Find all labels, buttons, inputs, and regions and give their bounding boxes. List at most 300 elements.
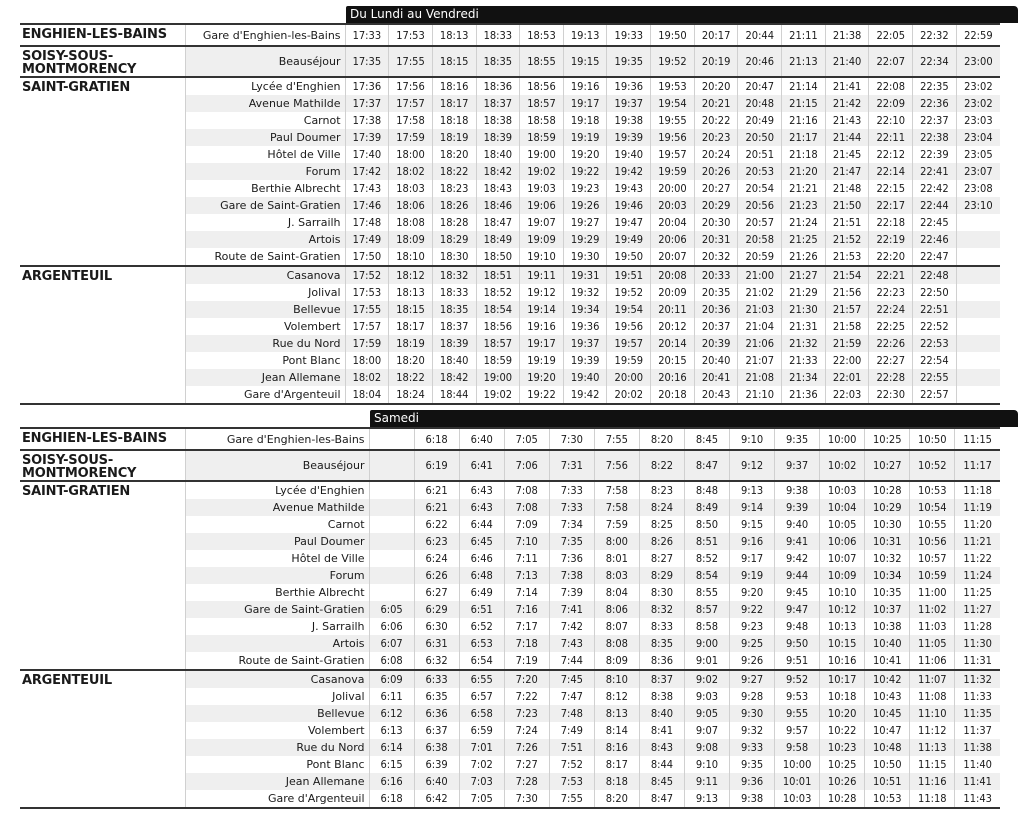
departure-time: 19:53 xyxy=(651,77,695,95)
departure-time: 11:07 xyxy=(910,670,955,688)
departure-time: 18:22 xyxy=(432,163,476,180)
departure-time: 21:34 xyxy=(782,369,826,386)
departure-time: 10:56 xyxy=(910,533,955,550)
departure-time: 19:50 xyxy=(607,248,651,266)
departure-time: 18:53 xyxy=(520,24,564,46)
departure-time: 18:44 xyxy=(432,386,476,404)
departure-time: 21:21 xyxy=(782,180,826,197)
departure-time: 9:20 xyxy=(730,584,775,601)
departure-time: 18:00 xyxy=(345,352,389,369)
departure-time: 11:20 xyxy=(955,516,1000,533)
departure-time: 18:15 xyxy=(432,46,476,77)
stop-name: Volembert xyxy=(185,318,345,335)
stop-name: Avenue Mathilde xyxy=(185,499,369,516)
stop-name: Artois xyxy=(185,635,369,652)
departure-time: 7:30 xyxy=(504,790,549,808)
departure-time: 10:38 xyxy=(865,618,910,635)
departure-time: 9:47 xyxy=(775,601,820,618)
departure-time: 7:39 xyxy=(549,584,594,601)
stop-name: Beauséjour xyxy=(185,46,345,77)
stop-row xyxy=(20,428,1000,450)
departure-time: 8:18 xyxy=(594,773,639,790)
departure-time: 10:22 xyxy=(820,722,865,739)
departure-time: 22:01 xyxy=(825,369,869,386)
stop-name: Casanova xyxy=(185,670,369,688)
departure-time: 8:20 xyxy=(639,428,684,450)
departure-time: 6:49 xyxy=(459,584,504,601)
departure-time: 22:26 xyxy=(869,335,913,352)
departure-time: 11:08 xyxy=(910,688,955,705)
stop-name: Jolival xyxy=(185,284,345,301)
departure-time: 22:21 xyxy=(869,266,913,284)
departure-time: 8:33 xyxy=(639,618,684,635)
departure-time: 19:38 xyxy=(607,112,651,129)
departure-time: 9:10 xyxy=(684,756,729,773)
departure-time: 17:53 xyxy=(389,24,433,46)
departure-time: 20:47 xyxy=(738,77,782,95)
departure-time: 10:47 xyxy=(865,722,910,739)
departure-time: 21:07 xyxy=(738,352,782,369)
departure-time: 22:44 xyxy=(913,197,957,214)
departure-time: 20:46 xyxy=(738,46,782,77)
departure-time: 7:16 xyxy=(504,601,549,618)
departure-time: 20:44 xyxy=(738,24,782,46)
stop-name: Jean Allemane xyxy=(185,369,345,386)
departure-time: 22:09 xyxy=(869,95,913,112)
departure-time: 6:16 xyxy=(369,773,414,790)
departure-time: 7:09 xyxy=(504,516,549,533)
departure-time: 6:44 xyxy=(459,516,504,533)
departure-time: 10:07 xyxy=(820,550,865,567)
departure-time: 19:54 xyxy=(651,95,695,112)
departure-time: 19:27 xyxy=(563,214,607,231)
departure-time: 18:06 xyxy=(389,197,433,214)
departure-time: 18:19 xyxy=(389,335,433,352)
stop-name: Gare d'Enghien-les-Bains xyxy=(185,24,345,46)
departure-time: 10:53 xyxy=(865,790,910,808)
departure-time: 18:30 xyxy=(432,248,476,266)
departure-time: 19:10 xyxy=(520,248,564,266)
departure-time: 22:08 xyxy=(869,77,913,95)
departure-time: 8:04 xyxy=(594,584,639,601)
departure-time: 8:43 xyxy=(639,739,684,756)
departure-time: 6:43 xyxy=(459,481,504,499)
departure-time: 22:42 xyxy=(913,180,957,197)
departure-time: 7:03 xyxy=(459,773,504,790)
departure-time: 20:00 xyxy=(607,369,651,386)
departure-time: 18:42 xyxy=(476,163,520,180)
departure-time: 20:35 xyxy=(694,284,738,301)
town-name: SOISY-SOUS-MONTMORENCY xyxy=(22,453,137,481)
departure-time: 21:11 xyxy=(782,24,826,46)
departure-time: 9:00 xyxy=(684,635,729,652)
departure-time: 19:00 xyxy=(520,146,564,163)
departure-time: 6:21 xyxy=(414,499,459,516)
departure-time: 7:45 xyxy=(549,670,594,688)
departure-time: 17:35 xyxy=(345,46,389,77)
departure-time: 6:29 xyxy=(414,601,459,618)
departure-time: 20:00 xyxy=(651,180,695,197)
departure-time: 9:53 xyxy=(775,688,820,705)
departure-time: 8:23 xyxy=(639,481,684,499)
departure-time: 18:51 xyxy=(476,266,520,284)
departure-time: 10:16 xyxy=(820,652,865,670)
departure-time xyxy=(369,533,414,550)
departure-time: 22:52 xyxy=(913,318,957,335)
departure-time: 18:20 xyxy=(432,146,476,163)
departure-time: 7:35 xyxy=(549,533,594,550)
departure-time: 21:47 xyxy=(825,163,869,180)
departure-time: 21:26 xyxy=(782,248,826,266)
departure-time: 19:14 xyxy=(520,301,564,318)
departure-time: 22:34 xyxy=(913,46,957,77)
departure-time: 8:55 xyxy=(684,584,729,601)
departure-time: 19:37 xyxy=(607,95,651,112)
departure-time: 20:59 xyxy=(738,248,782,266)
departure-time: 19:36 xyxy=(563,318,607,335)
departure-time: 8:01 xyxy=(594,550,639,567)
departure-time: 9:07 xyxy=(684,722,729,739)
departure-time: 9:55 xyxy=(775,705,820,722)
departure-time: 18:17 xyxy=(432,95,476,112)
stop-name: Bellevue xyxy=(185,301,345,318)
departure-time: 7:13 xyxy=(504,567,549,584)
departure-time: 18:18 xyxy=(432,112,476,129)
departure-time: 21:52 xyxy=(825,231,869,248)
departure-time xyxy=(369,481,414,499)
departure-time: 21:48 xyxy=(825,180,869,197)
town-group xyxy=(20,481,1000,670)
departure-time: 10:05 xyxy=(820,516,865,533)
departure-time: 10:32 xyxy=(865,550,910,567)
departure-time: 11:17 xyxy=(955,450,1000,481)
departure-time: 18:35 xyxy=(432,301,476,318)
departure-time: 17:49 xyxy=(345,231,389,248)
departure-time: 19:12 xyxy=(520,284,564,301)
departure-time: 20:50 xyxy=(738,129,782,146)
departure-time: 22:19 xyxy=(869,231,913,248)
departure-time: 20:40 xyxy=(694,352,738,369)
departure-time: 7:53 xyxy=(549,773,594,790)
departure-time: 19:00 xyxy=(476,369,520,386)
departure-time: 20:22 xyxy=(694,112,738,129)
departure-time: 7:27 xyxy=(504,756,549,773)
departure-time: 7:10 xyxy=(504,533,549,550)
departure-time: 22:27 xyxy=(869,352,913,369)
departure-time: 21:20 xyxy=(782,163,826,180)
departure-time: 8:00 xyxy=(594,533,639,550)
departure-time: 11:40 xyxy=(955,756,1000,773)
departure-time: 22:12 xyxy=(869,146,913,163)
departure-time: 19:32 xyxy=(563,284,607,301)
departure-time: 10:03 xyxy=(820,481,865,499)
departure-time: 21:14 xyxy=(782,77,826,95)
departure-time: 9:38 xyxy=(730,790,775,808)
departure-time: 7:55 xyxy=(594,428,639,450)
departure-time: 8:51 xyxy=(684,533,729,550)
departure-time: 18:17 xyxy=(389,318,433,335)
departure-time: 19:07 xyxy=(520,214,564,231)
departure-time: 11:18 xyxy=(955,481,1000,499)
departure-time: 10:04 xyxy=(820,499,865,516)
departure-time: 10:25 xyxy=(865,428,910,450)
departure-time: 19:47 xyxy=(607,214,651,231)
stop-name: Gare d'Argenteuil xyxy=(185,790,369,808)
departure-time: 9:25 xyxy=(730,635,775,652)
departure-time: 7:26 xyxy=(504,739,549,756)
departure-time xyxy=(369,567,414,584)
stop-row xyxy=(20,46,1000,77)
departure-time: 8:16 xyxy=(594,739,639,756)
departure-time: 9:05 xyxy=(684,705,729,722)
departure-time: 19:22 xyxy=(520,386,564,404)
departure-time: 7:23 xyxy=(504,705,549,722)
departure-time: 7:58 xyxy=(594,499,639,516)
departure-time: 18:22 xyxy=(389,369,433,386)
departure-time: 23:05 xyxy=(956,146,1000,163)
departure-time: 19:36 xyxy=(607,77,651,95)
departure-time: 7:05 xyxy=(459,790,504,808)
departure-time: 21:36 xyxy=(782,386,826,404)
stop-name: Forum xyxy=(185,567,369,584)
departure-time: 18:59 xyxy=(520,129,564,146)
weekday-header xyxy=(20,6,1018,23)
departure-time: 18:50 xyxy=(476,248,520,266)
departure-time: 9:50 xyxy=(775,635,820,652)
stop-name: Route de Saint-Gratien xyxy=(185,652,369,670)
departure-time: 11:15 xyxy=(910,756,955,773)
departure-time: 17:43 xyxy=(345,180,389,197)
departure-time: 8:06 xyxy=(594,601,639,618)
departure-time: 8:44 xyxy=(639,756,684,773)
departure-time: 18:43 xyxy=(476,180,520,197)
town-group xyxy=(20,450,1000,481)
departure-time: 10:34 xyxy=(865,567,910,584)
departure-time: 21:24 xyxy=(782,214,826,231)
departure-time: 8:30 xyxy=(639,584,684,601)
departure-time: 18:19 xyxy=(432,129,476,146)
departure-time: 19:02 xyxy=(476,386,520,404)
departure-time: 20:03 xyxy=(651,197,695,214)
departure-time: 6:52 xyxy=(459,618,504,635)
departure-time: 6:12 xyxy=(369,705,414,722)
departure-time xyxy=(956,231,1000,248)
departure-time: 9:11 xyxy=(684,773,729,790)
departure-time: 21:51 xyxy=(825,214,869,231)
departure-time: 10:15 xyxy=(820,635,865,652)
departure-time: 8:57 xyxy=(684,601,729,618)
departure-time: 21:15 xyxy=(782,95,826,112)
departure-time: 21:04 xyxy=(738,318,782,335)
departure-time: 9:13 xyxy=(730,481,775,499)
departure-time: 7:48 xyxy=(549,705,594,722)
departure-time: 19:17 xyxy=(520,335,564,352)
departure-time: 18:58 xyxy=(520,112,564,129)
departure-time: 8:27 xyxy=(639,550,684,567)
departure-time: 20:37 xyxy=(694,318,738,335)
departure-time: 20:04 xyxy=(651,214,695,231)
departure-time: 11:13 xyxy=(910,739,955,756)
departure-time: 10:27 xyxy=(865,450,910,481)
departure-time: 21:29 xyxy=(782,284,826,301)
weekday-table xyxy=(20,23,1000,405)
town-name: SOISY-SOUS-MONTMORENCY xyxy=(22,49,137,77)
stop-name: Lycée d'Enghien xyxy=(185,77,345,95)
departure-time: 7:55 xyxy=(549,790,594,808)
departure-time: 10:50 xyxy=(910,428,955,450)
stop-name: Forum xyxy=(185,163,345,180)
departure-time: 18:33 xyxy=(432,284,476,301)
departure-time: 10:59 xyxy=(910,567,955,584)
departure-time: 19:29 xyxy=(563,231,607,248)
departure-time: 17:46 xyxy=(345,197,389,214)
departure-time: 8:09 xyxy=(594,652,639,670)
departure-time: 7:19 xyxy=(504,652,549,670)
departure-time: 11:31 xyxy=(955,652,1000,670)
departure-time: 20:56 xyxy=(738,197,782,214)
departure-time: 19:35 xyxy=(607,46,651,77)
departure-time: 22:57 xyxy=(913,386,957,404)
departure-time: 6:21 xyxy=(414,481,459,499)
departure-time: 19:52 xyxy=(607,284,651,301)
departure-time: 18:00 xyxy=(389,146,433,163)
departure-time: 18:39 xyxy=(432,335,476,352)
departure-time: 19:18 xyxy=(563,112,607,129)
departure-time: 22:23 xyxy=(869,284,913,301)
departure-time: 7:58 xyxy=(594,481,639,499)
stop-name: Rue du Nord xyxy=(185,335,345,352)
departure-time: 20:19 xyxy=(694,46,738,77)
departure-time: 11:00 xyxy=(910,584,955,601)
departure-time: 9:08 xyxy=(684,739,729,756)
departure-time: 21:42 xyxy=(825,95,869,112)
departure-time: 18:13 xyxy=(432,24,476,46)
departure-time: 22:54 xyxy=(913,352,957,369)
departure-time: 7:05 xyxy=(504,428,549,450)
departure-time: 19:39 xyxy=(607,129,651,146)
departure-time: 8:40 xyxy=(639,705,684,722)
departure-time: 20:51 xyxy=(738,146,782,163)
departure-time: 7:17 xyxy=(504,618,549,635)
departure-time: 21:50 xyxy=(825,197,869,214)
departure-time: 18:49 xyxy=(476,231,520,248)
departure-time: 11:19 xyxy=(955,499,1000,516)
departure-time: 18:54 xyxy=(476,301,520,318)
departure-time: 21:44 xyxy=(825,129,869,146)
departure-time: 21:30 xyxy=(782,301,826,318)
departure-time: 18:29 xyxy=(432,231,476,248)
departure-time: 11:02 xyxy=(910,601,955,618)
departure-time xyxy=(956,301,1000,318)
stop-name: Gare d'Enghien-les-Bains xyxy=(185,428,369,450)
departure-time: 17:38 xyxy=(345,112,389,129)
departure-time: 11:15 xyxy=(955,428,1000,450)
departure-time: 10:10 xyxy=(820,584,865,601)
departure-time: 11:35 xyxy=(955,705,1000,722)
departure-time: 9:26 xyxy=(730,652,775,670)
departure-time: 22:46 xyxy=(913,231,957,248)
departure-time: 22:55 xyxy=(913,369,957,386)
departure-time: 20:09 xyxy=(651,284,695,301)
departure-time: 7:36 xyxy=(549,550,594,567)
departure-time: 17:39 xyxy=(345,129,389,146)
departure-time: 18:04 xyxy=(345,386,389,404)
departure-time: 10:01 xyxy=(775,773,820,790)
stop-row xyxy=(20,481,1000,499)
departure-time: 22:28 xyxy=(869,369,913,386)
departure-time: 20:06 xyxy=(651,231,695,248)
departure-time: 6:37 xyxy=(414,722,459,739)
departure-time: 20:15 xyxy=(651,352,695,369)
departure-time: 20:32 xyxy=(694,248,738,266)
departure-time: 21:16 xyxy=(782,112,826,129)
departure-time: 7:33 xyxy=(549,499,594,516)
departure-time: 8:41 xyxy=(639,722,684,739)
departure-time: 19:59 xyxy=(607,352,651,369)
departure-time: 18:37 xyxy=(432,318,476,335)
departure-time xyxy=(956,352,1000,369)
departure-time: 20:36 xyxy=(694,301,738,318)
stop-name: Paul Doumer xyxy=(185,533,369,550)
departure-time: 7:38 xyxy=(549,567,594,584)
departure-time: 11:32 xyxy=(955,670,1000,688)
departure-time: 8:03 xyxy=(594,567,639,584)
departure-time xyxy=(956,318,1000,335)
departure-time: 17:42 xyxy=(345,163,389,180)
departure-time: 19:02 xyxy=(520,163,564,180)
departure-time: 18:16 xyxy=(432,77,476,95)
departure-time: 11:16 xyxy=(910,773,955,790)
stop-name: Bellevue xyxy=(185,705,369,722)
departure-time: 18:40 xyxy=(476,146,520,163)
departure-time: 6:15 xyxy=(369,756,414,773)
departure-time: 21:06 xyxy=(738,335,782,352)
departure-time: 18:02 xyxy=(345,369,389,386)
departure-time: 9:02 xyxy=(684,670,729,688)
departure-time: 10:55 xyxy=(910,516,955,533)
departure-time: 9:33 xyxy=(730,739,775,756)
stop-row xyxy=(20,670,1000,688)
departure-time: 23:03 xyxy=(956,112,1000,129)
town-name: ENGHIEN-LES-BAINS xyxy=(22,431,167,446)
departure-time: 22:30 xyxy=(869,386,913,404)
departure-time: 10:54 xyxy=(910,499,955,516)
departure-time: 19:40 xyxy=(563,369,607,386)
departure-time xyxy=(956,369,1000,386)
departure-time: 22:41 xyxy=(913,163,957,180)
departure-time: 22:17 xyxy=(869,197,913,214)
departure-time: 22:07 xyxy=(869,46,913,77)
stop-name: Pont Blanc xyxy=(185,352,345,369)
departure-time: 7:30 xyxy=(549,428,594,450)
departure-time: 9:10 xyxy=(730,428,775,450)
departure-time: 18:40 xyxy=(432,352,476,369)
departure-time: 6:57 xyxy=(459,688,504,705)
departure-time: 11:24 xyxy=(955,567,1000,584)
departure-time: 20:41 xyxy=(694,369,738,386)
departure-time: 10:12 xyxy=(820,601,865,618)
departure-time: 22:47 xyxy=(913,248,957,266)
departure-time: 19:54 xyxy=(607,301,651,318)
departure-time: 21:17 xyxy=(782,129,826,146)
departure-time: 6:39 xyxy=(414,756,459,773)
departure-time: 17:55 xyxy=(389,46,433,77)
departure-time xyxy=(956,266,1000,284)
departure-time: 18:23 xyxy=(432,180,476,197)
departure-time: 20:27 xyxy=(694,180,738,197)
departure-time: 22:15 xyxy=(869,180,913,197)
departure-time: 18:47 xyxy=(476,214,520,231)
